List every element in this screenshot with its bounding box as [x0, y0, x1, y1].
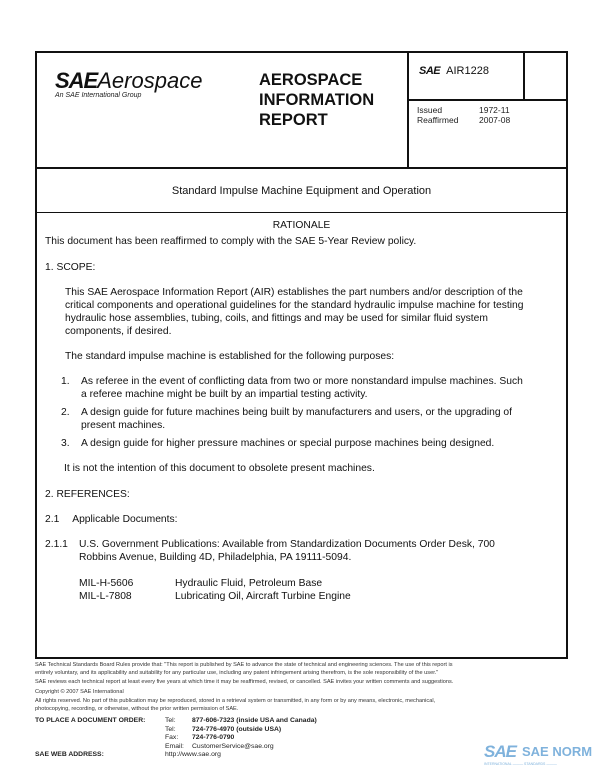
contact-label: Fax: [165, 734, 179, 742]
document-number: AIR1228 [446, 65, 489, 77]
order-info [35, 717, 435, 760]
header-corner-cell [525, 53, 568, 101]
logo-tagline: An SAE International Group [55, 92, 142, 99]
references-heading: 2. REFERENCES: [45, 489, 130, 500]
reaffirmed-value: 2007-08 [479, 115, 511, 125]
reaffirmed-label: Reaffirmed [417, 115, 459, 125]
text-line: a referee machine might be built by an impartial testing activity. [81, 389, 368, 400]
text-line: Robbins Avenue, Building 4D, Philadelphia, PA 19111-5094. [79, 552, 352, 563]
applicable-documents-heading [45, 513, 178, 526]
rationale-text: This document has been reaffirmed to comply with the SAE 5-Year Review policy. [45, 236, 417, 247]
item-number: 3. [61, 438, 70, 449]
sae-norm-watermark [484, 742, 594, 768]
header-right [407, 53, 568, 167]
logo-word: Aerospace [97, 68, 203, 93]
doc-type-line: REPORT [259, 111, 328, 129]
document-dates [417, 105, 510, 125]
document-frame [35, 51, 568, 659]
scope-paragraph [65, 286, 523, 338]
text-line: A design guide for future machines being built by manufacturers and users, or the upgrading of [81, 407, 513, 418]
web-address-link[interactable]: http://www.sae.org [165, 751, 221, 759]
text-line: A design guide for higher pressure machines or special purpose machines being designed. [81, 438, 495, 449]
reference-row [79, 577, 479, 590]
reference-title: Lubricating Oil, Aircraft Turbine Engine [175, 591, 351, 602]
legal-footer [35, 662, 568, 714]
doc-type-line: INFORMATION [259, 91, 375, 109]
contact-value: 724-776-0790 [192, 734, 235, 742]
contact-value: 724-776-4970 (outside USA) [192, 725, 282, 733]
scope-purposes-intro: The standard impulse machine is established for the following purposes: [65, 351, 395, 362]
text-line: As referee in the event of conflicting data from two or more nonstandard impulse machines. Such [81, 376, 523, 387]
reference-title: Hydraulic Fluid, Petroleum Base [175, 578, 323, 589]
issued-value: 1972-11 [479, 105, 510, 115]
text-line: critical components and operational guidelines for the standard hydraulic impulse machine for testing [65, 300, 524, 311]
scope-closing: It is not the intention of this document to obsolete present machines. [64, 463, 375, 474]
document-type [259, 70, 374, 130]
sae-aerospace-logo [55, 68, 202, 99]
issued-label: Issued [417, 105, 443, 115]
section-title: Applicable Documents: [72, 514, 178, 525]
watermark-mark: SAE [484, 742, 516, 761]
document-number-cell [409, 53, 525, 101]
section-number: 2.1 [45, 514, 60, 525]
text-line: entirely voluntary, and its applicability and suitability for any particular use, including any patent infringement arising therefrom, is the sole responsibility of the user." [35, 669, 439, 676]
text-line: All rights reserved. No part of this publication may be reproduced, stored in a retrieval system or transmitted, in any form or by any means, electronic, mechanical, [35, 698, 436, 705]
watermark-subtext: INTERNATIONAL ——— STANDARDS ——— [484, 762, 557, 766]
contact-label: Tel: [165, 725, 176, 733]
document-title: Standard Impulse Machine Equipment and Operation [37, 169, 566, 213]
logo-mark: SAE [55, 68, 98, 93]
scope-heading: 1. SCOPE: [45, 262, 96, 273]
text-line: U.S. Government Publications: Available from Standardization Documents Order Desk, 700 [79, 539, 495, 550]
section-number: 2.1.1 [45, 539, 68, 550]
document-header [37, 53, 566, 169]
rationale-heading: RATIONALE [272, 220, 331, 231]
text-line: photocopying, recording, or otherwise, without the prior written permission of SAE. [35, 705, 239, 712]
text-line: components, if desired. [65, 326, 172, 337]
reference-id: MIL-H-5606 [79, 578, 134, 589]
doc-type-line: AEROSPACE [259, 71, 363, 89]
item-number: 2. [61, 407, 70, 418]
copyright: Copyright © 2007 SAE International [35, 688, 124, 695]
text-line: hydraulic hose assemblies, tubing, coils, and fittings and may be used for similar fluid system [65, 313, 488, 324]
order-label: TO PLACE A DOCUMENT ORDER: [35, 717, 146, 724]
sae-mini-logo: SAE [419, 65, 441, 77]
reference-list [79, 577, 479, 603]
email-link[interactable]: CustomerService@sae.org [192, 742, 274, 750]
item-number: 1. [61, 376, 70, 387]
text-line: SAE Technical Standards Board Rules provide that: "This report is published by SAE to advance the state of technical and engineering sciences. The use of this report is [35, 662, 453, 668]
web-address-label: SAE WEB ADDRESS: [35, 751, 104, 759]
text-line: present machines. [81, 420, 166, 431]
contact-value: 877-606-7323 (inside USA and Canada) [192, 717, 317, 724]
text-line: This SAE Aerospace Information Report (AIR) establishes the part numbers and/or description of the [65, 287, 523, 298]
review-statement: SAE reviews each technical report at least every five years at which time it may be reaffirmed, revised, or cancelled. SAE invites your written comments and suggestions. [35, 679, 454, 686]
reference-row [79, 590, 479, 603]
watermark-text: SAE NORM [522, 744, 593, 759]
header-left [37, 53, 407, 167]
contact-label: Email: [165, 742, 184, 750]
reference-id: MIL-L-7808 [79, 591, 132, 602]
contact-label: Tel: [165, 717, 176, 724]
